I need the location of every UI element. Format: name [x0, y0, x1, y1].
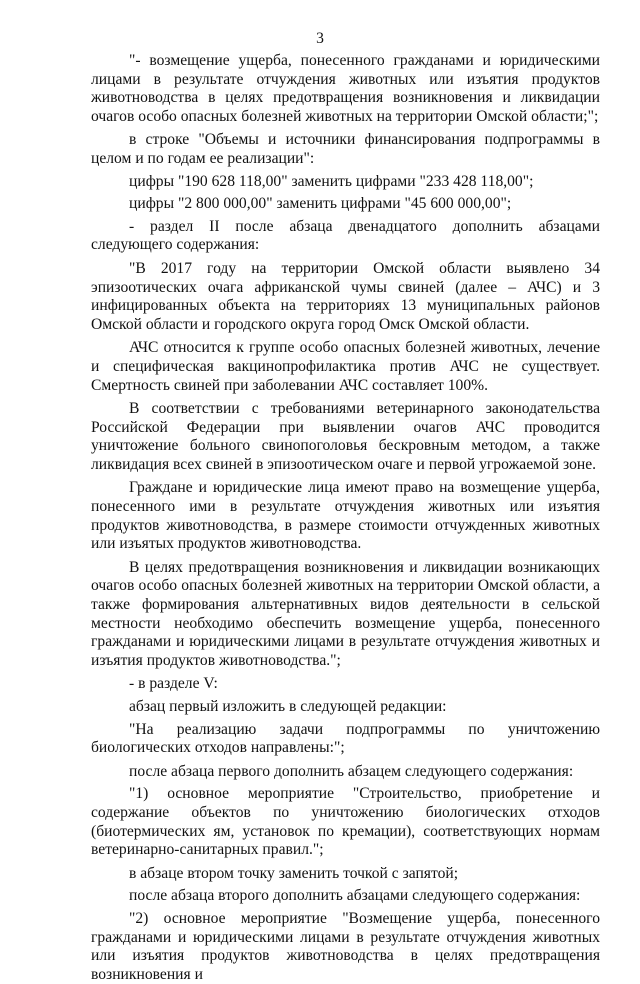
paragraph: "На реализацию задачи подпрограммы по уничтожению биологических отходов направлены:"; — [91, 720, 600, 757]
paragraph: "В 2017 году на территории Омской области выявлено 34 эпизоотических очага африканской чумы свиней (далее – АЧС) и 3 инфицированных объекта на территориях 13 муниципальных районов Омской области и городского округа город Омск Омской области. — [91, 259, 600, 333]
paragraph: цифры "2 800 000,00" заменить цифрами "45 600 000,00"; — [129, 195, 512, 213]
paragraph: В целях предотвращения возникновения и ликвидации возникающих очагов особо опасных болезней животных на территории Омской области, а также формирования альтернативных видов деятельности в сельской местности необходимо обеспечить возмещение ущерба, понесенного гражданами и юридическими лицами в результате отчуждения животных и изъятия продуктов животноводства."; — [91, 558, 600, 669]
paragraph: "2) основное мероприятие "Возмещение ущерба, понесенного гражданами и юридическими лицами в результате отчуждения животных или изъятия продуктов животноводства в целях предотвращения возникновения и — [91, 909, 600, 983]
paragraph: "- возмещение ущерба, понесенного гражданами и юридическими лицами в результате отчуждения животных или изъятия продуктов животноводства в целях предотвращения возникновения и ликвидации очагов особо опасных болезней животных на территории Омской области;"; — [91, 52, 600, 125]
paragraph: в строке "Объемы и источники финансирования подпрограммы в целом и по годам ее реализации": — [91, 131, 600, 167]
paragraph: цифры "190 628 118,00" заменить цифрами "233 428 118,00"; — [129, 172, 534, 190]
paragraph: - раздел II после абзаца двенадцатого дополнить абзацами следующего содержания: — [91, 217, 600, 254]
paragraph: Граждане и юридические лица имеют право на возмещение ущерба, понесенного ими в результате отчуждения животных или изъятия продуктов животноводства, в размере стоимости отчужденных животных или изъятых продуктов животноводства. — [91, 479, 600, 553]
paragraph: "1) основное мероприятие "Строительство, приобретение и содержание объектов по уничтожению биологических отходов (биотермических ям, установок по кремации), соответствующих нормам ветеринарно-санитарных правил."; — [91, 785, 600, 859]
paragraph: - в разделе V: — [129, 675, 218, 693]
page-number: 3 — [316, 30, 324, 47]
paragraph: в абзаце втором точку заменить точкой с запятой; — [129, 864, 459, 882]
paragraph: после абзаца второго дополнить абзацами следующего содержания: — [129, 887, 581, 905]
paragraph: АЧС относится к группе особо опасных болезней животных, лечение и специфическая вакцинопрофилактика против АЧС не существует. Смертность свиней при заболевании АЧС составляет 100%. — [91, 339, 600, 394]
paragraph: абзац первый изложить в следующей редакции: — [129, 698, 447, 715]
document-body — [91, 52, 600, 984]
paragraph: В соответствии с требованиями ветеринарного законодательства Российской Федерации при выявлении очагов АЧС проводится уничтожение больного свинопоголовья бескровным методом, а также ликвидация всех свиней в эпизоотическом очаге и первой угрожаемой зоне. — [91, 400, 600, 473]
paragraph: после абзаца первого дополнить абзацем следующего содержания: — [129, 762, 574, 780]
